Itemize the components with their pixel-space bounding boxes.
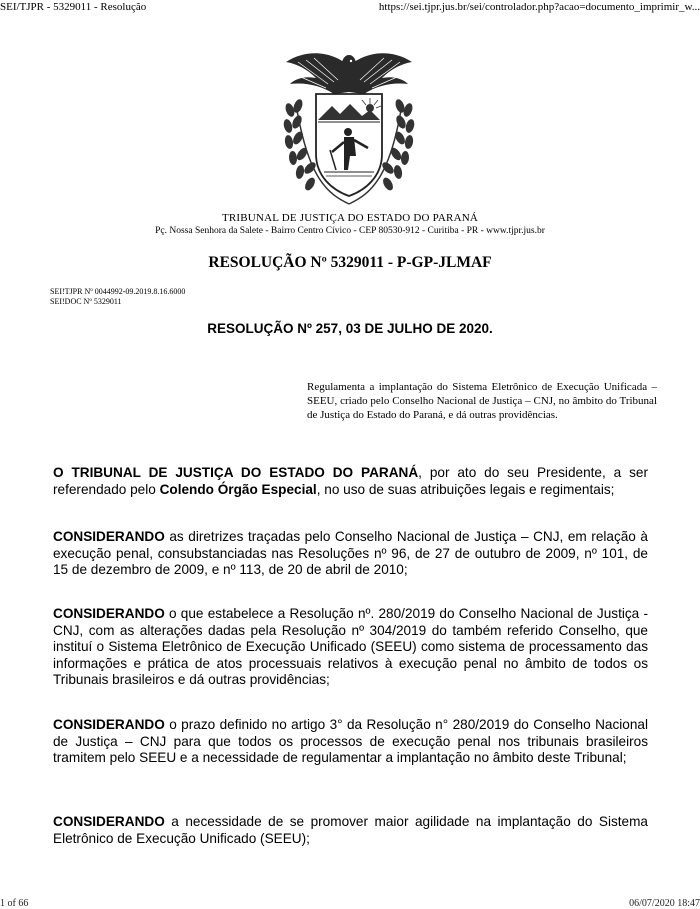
- paragraph-text: as diretrizes traçadas pelo Conselho Nacional de Justiça – CNJ, em relação à execução penal, consubstanciadas nas Resoluções nº 96, de 27 de outubro de 2009, nº 101, de 15 de dezembro de 2009, e nº 113, de 20 de abril de 2010;: [53, 529, 648, 577]
- paragraph-bold: CONSIDERANDO: [53, 529, 165, 544]
- paragraph-bold: CONSIDERANDO: [53, 814, 165, 829]
- page-counter: 1 of 66: [0, 898, 29, 909]
- paragraph-text: a necessidade de se promover maior agilidade na implantação do Sistema Eletrônico de Execução Unificado (SEEU);: [53, 814, 648, 846]
- paragraph-bold: O TRIBUNAL DE JUSTIÇA DO ESTADO DO PARANÁ: [53, 465, 419, 480]
- process-number: SEI!TJPR Nº 0044992-09.2019.8.16.6000: [50, 287, 186, 296]
- paragraph-considerando-3: [53, 717, 648, 767]
- institution-name: TRIBUNAL DE JUSTIÇA DO ESTADO DO PARANÁ: [221, 212, 479, 224]
- paragraph-bold: CONSIDERANDO: [53, 717, 165, 732]
- parana-coat-of-arms-icon: [278, 44, 420, 214]
- print-timestamp: 06/07/2020 18:47: [629, 898, 700, 909]
- paragraph-considerando-2: [53, 606, 648, 689]
- document-metadata: [50, 287, 185, 307]
- paragraph-considerando-4: [53, 814, 648, 847]
- paragraph-text: , por ato do seu Presidente, a ser referendado pelo: [53, 465, 648, 497]
- browser-print-title: SEI/TJPR - 5329011 - Resolução: [0, 1, 147, 13]
- paragraph-considerando-1: [53, 529, 648, 579]
- paragraph-bold: CONSIDERANDO: [53, 606, 165, 621]
- sei-resolution-title: RESOLUÇÃO Nº 5329011 - P-GP-JLMAF: [208, 254, 492, 271]
- ementa: Regulamenta a implantação do Sistema Eletrônico de Execução Unificada – SEEU, criado pelo Conselho Nacional de Justiça – CNJ, no âmbito do Tribunal de Justiça do Estado do Paraná, e dá outras providências.: [307, 381, 657, 421]
- browser-print-url: https://sei.tjpr.jus.br/sei/controlador.php?acao=documento_imprimir_w...: [378, 1, 700, 13]
- paragraph-text: o prazo definido no artigo 3° da Resolução n° 280/2019 do Conselho Nacional de Justiça – CNJ para que todos os processos de execução penal nos tribunais brasileiros tramitem pelo SEEU e a necessidade de regulamentar a implantação no âmbito deste Tribunal;: [53, 717, 648, 765]
- resolution-title: RESOLUÇÃO Nº 257, 03 DE JULHO DE 2020.: [207, 321, 493, 336]
- paragraph-text: , no uso de suas atribuições legais e regimentais;: [316, 481, 615, 497]
- paragraph-preamble: [53, 465, 648, 498]
- paragraph-text: o que estabelece a Resolução nº. 280/2019 do Conselho Nacional de Justiça - CNJ, com as alterações dadas pela Resolução nº 304/2019 do também referido Conselho, que instituí o Sistema Eletrônico de Execução Unificado (SEEU) como sistema de processamento das informações e prática de atos processuais relativos à execução penal no âmbito de todos os Tribunais brasileiros e dá outras providências;: [53, 606, 648, 687]
- institution-address: Pç. Nossa Senhora da Salete - Bairro Centro Cívico - CEP 80530-912 - Curitiba - PR - www.tjpr.jus.br: [155, 226, 545, 236]
- doc-number: SEI!DOC Nº 5329011: [50, 297, 122, 306]
- paragraph-bold: Colendo Órgão Especial: [159, 481, 317, 497]
